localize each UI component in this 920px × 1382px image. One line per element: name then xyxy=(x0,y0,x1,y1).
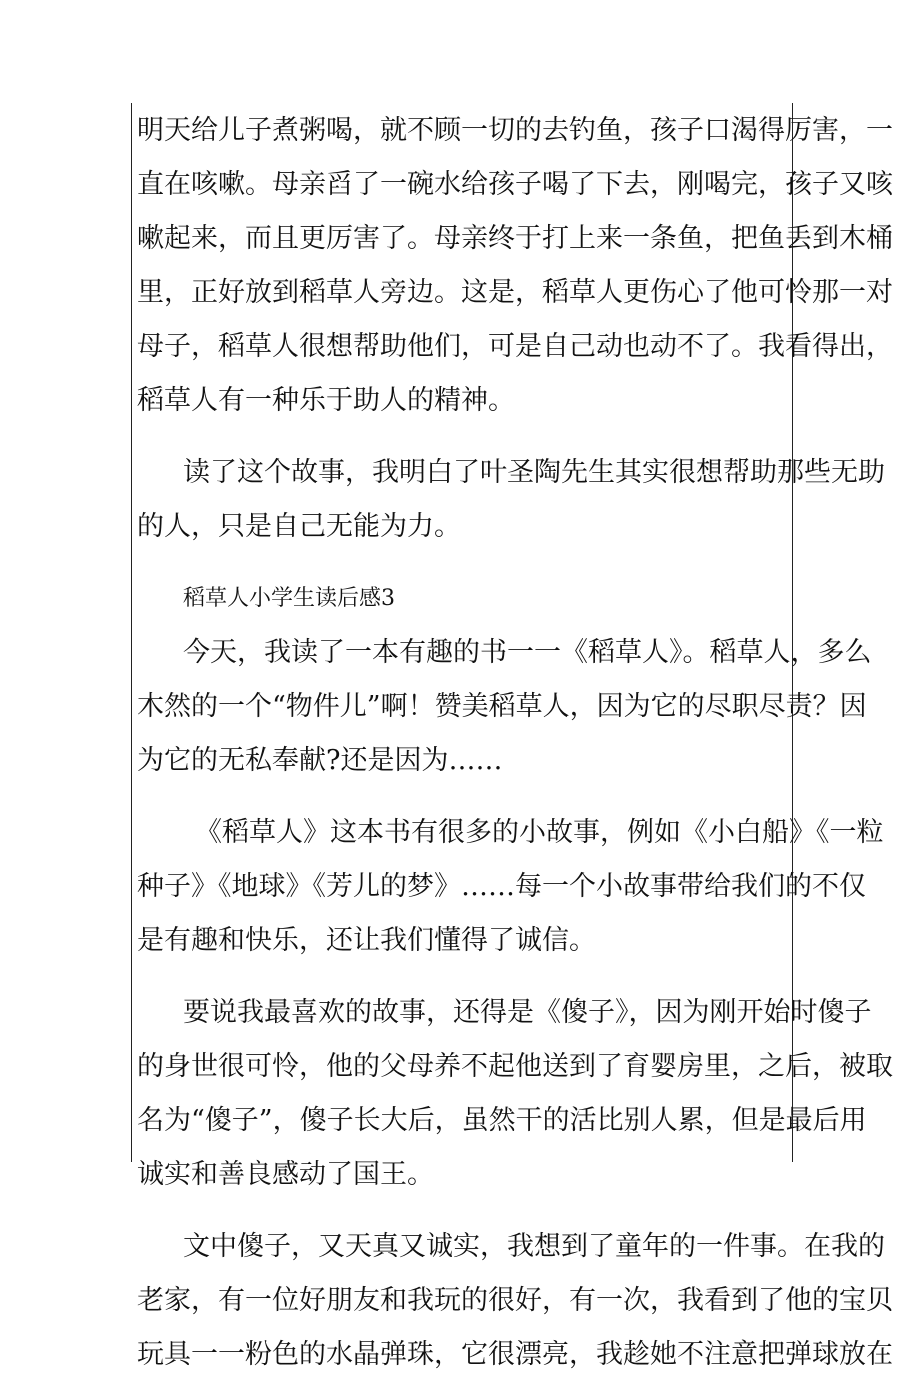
document-body xyxy=(137,104,893,1382)
section-heading: 稻草人小学生读后感3 xyxy=(183,586,395,611)
text-line: 今天，我读了一本有趣的书一一《稻草人》。稻草人，多么 xyxy=(183,637,872,668)
text-line: 木然的一个“物件儿”啊！赞美稻草人，因为它的尽职尽责？因 xyxy=(137,691,867,722)
text-line: 《稻草人》这本书有很多的小故事，例如《小白船》《一粒 xyxy=(195,817,884,848)
text-line: 的身世很可怜，他的父母养不起他送到了育婴房里，之后，被取 xyxy=(137,1051,893,1082)
text-line: 明天给儿子煮粥喝，就不顾一切的去钓鱼，孩子口渴得厉害，一 xyxy=(137,115,893,146)
text-line: 读了这个故事，我明白了叶圣陶先生其实很想帮助那些无助 xyxy=(183,457,885,488)
text-line: 玩具一一粉色的水晶弹珠，它很漂亮，我趁她不注意把弹球放在 xyxy=(137,1339,893,1370)
text-line: 诚实和善良感动了国王。 xyxy=(137,1159,434,1190)
text-line: 里，正好放到稻草人旁边。这是，稻草人更伤心了他可怜那一对 xyxy=(137,277,893,308)
text-line: 名为“傻子”，傻子长大后，虽然干的活比别人累，但是最后用 xyxy=(137,1105,867,1136)
text-line: 稻草人有一种乐于助人的精神。 xyxy=(137,385,515,416)
text-line: 是有趣和快乐，还让我们懂得了诚信。 xyxy=(137,925,596,956)
text-line: 为它的无私奉献?还是因为…… xyxy=(137,745,503,776)
text-line: 嗽起来，而且更厉害了。母亲终于打上来一条鱼，把鱼丢到木桶 xyxy=(137,223,893,254)
text-line: 老家，有一位好朋友和我玩的很好，有一次，我看到了他的宝贝 xyxy=(137,1285,893,1316)
text-line: 母子，稻草人很想帮助他们，可是自己动也动不了。我看得出， xyxy=(137,331,893,362)
text-line: 文中傻子，又天真又诚实，我想到了童年的一件事。在我的 xyxy=(183,1231,885,1262)
text-line: 的人，只是自己无能为力。 xyxy=(137,511,461,542)
text-line: 要说我最喜欢的故事，还得是《傻子》，因为刚开始时傻子 xyxy=(183,997,872,1028)
text-line: 直在咳嗽。母亲舀了一碗水给孩子喝了下去，刚喝完，孩子又咳 xyxy=(137,169,893,200)
text-line: 种子》《地球》《芳儿的梦》……每一个小故事带给我们的不仅 xyxy=(137,871,866,902)
